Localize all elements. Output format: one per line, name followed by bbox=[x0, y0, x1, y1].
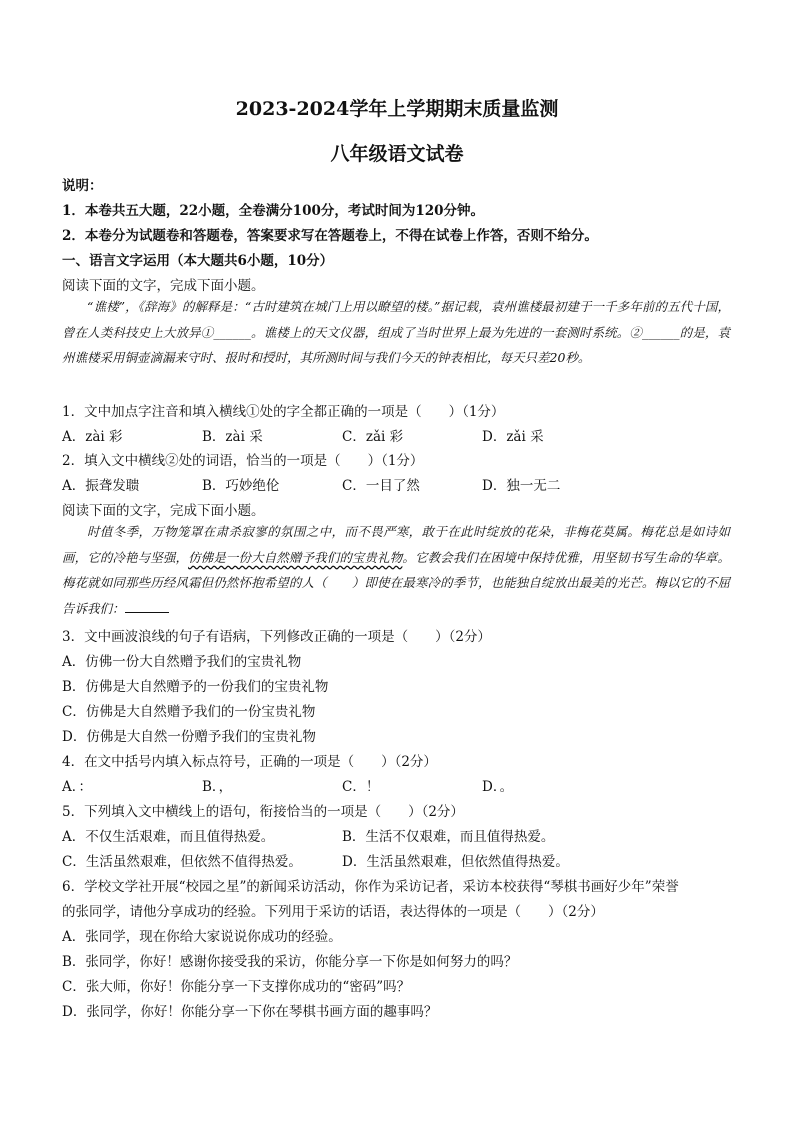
reading-intro-1: 阅读下面的文字，完成下面小题。 bbox=[62, 278, 265, 294]
exam-title: 2023-2024学年上学期期末质量监测 bbox=[235, 98, 559, 120]
question-3: 3．文中画波浪线的句子有语病，下列修改正确的一项是（ ）（2分） bbox=[62, 629, 491, 645]
q2-option-d: D．独一无二 bbox=[482, 478, 561, 494]
q4-option-a: A．： bbox=[62, 779, 92, 795]
note-2: 2．本卷分为试题卷和答题卷，答案要求写在答题卷上，不得在试卷上作答，否则不给分。 bbox=[62, 228, 598, 244]
q4-option-b: B．， bbox=[202, 779, 233, 795]
q4-option-d: D．。 bbox=[482, 779, 514, 795]
question-6-line-2: 的张同学，请他分享成功的经验。下列用于采访的话语，表达得体的一项是（ ）（2分） bbox=[62, 904, 604, 920]
q5-option-a: A．不仅生活艰难，而且值得热爱。 bbox=[62, 829, 275, 845]
q1-option-b: B．zài 采 bbox=[202, 429, 263, 445]
q6-option-b: B．张同学，你好！感谢你接受我的采访，你能分享一下你是如何努力的吗？ bbox=[62, 954, 518, 970]
q3-option-d: D．仿佛是大自然一份赠予我们的宝贵礼物 bbox=[62, 729, 316, 745]
q2-option-b: B．巧妙绝伦 bbox=[202, 478, 280, 494]
q1-option-d: D．zǎi 采 bbox=[482, 429, 544, 445]
q4-option-c: C．！ bbox=[342, 779, 380, 795]
q6-option-a: A．张同学，现在你给大家说说你成功的经验。 bbox=[62, 929, 342, 945]
section-heading: 一、语言文字运用（本大题共6小题，10分） bbox=[62, 253, 334, 269]
passage-1 bbox=[62, 294, 730, 371]
exam-subtitle: 八年级语文试卷 bbox=[330, 143, 464, 165]
passage-1-text: “谯楼”，《辞海》的解释是：“古时建筑在城门上用以瞭望的楼。”据记载，袁州谯楼最初建于一千多年前的五代十国，曾在人类科技史上大放异①______。谯楼上的天文仪器，组成了当时世界上最为先进的一套测时系统。②______的是，袁州谯楼采用铜壶滴漏来守时、报时和授时，其所测时间与我们今天的钟表相比，每天只差20秒。 bbox=[62, 299, 730, 365]
wavy-underlined-sentence: 仿佛是一份大自然赠予我们的宝贵礼物 bbox=[188, 549, 403, 565]
question-4: 4．在文中括号内填入标点符号，正确的一项是（ ）（2分） bbox=[62, 754, 437, 770]
q2-option-a: A．振聋发聩 bbox=[62, 478, 140, 494]
q5-option-b: B．生活不仅艰难，而且值得热爱。 bbox=[342, 829, 555, 845]
q6-option-d: D．张同学，你好！你能分享一下你在琴棋书画方面的趣事吗？ bbox=[62, 1004, 438, 1020]
question-2: 2．填入文中横线②处的词语，恰当的一项是（ ）（1分） bbox=[62, 453, 424, 469]
reading-intro-2: 阅读下面的文字，完成下面小题。 bbox=[62, 503, 265, 519]
answer-blank bbox=[125, 599, 169, 613]
q1-option-a: A．zài 彩 bbox=[62, 429, 123, 445]
q5-option-d: D．生活虽然艰难，但依然值得热爱。 bbox=[342, 854, 569, 870]
passage-2 bbox=[62, 519, 730, 621]
passage-2-text-a: 时值冬季，万物笼罩在肃杀寂寥的氛围之中，而不畏严寒，敢于在此时绽放的花朵，非梅花莫属。梅花总是如诗如画，它的冷艳与坚强， bbox=[62, 524, 730, 565]
question-1: 1．文中加点字注音和填入横线①处的字全都正确的一项是（ ）（1分） bbox=[62, 404, 505, 420]
q3-option-a: A．仿佛一份大自然赠予我们的宝贵礼物 bbox=[62, 654, 302, 670]
q2-option-c: C．一目了然 bbox=[342, 478, 420, 494]
q1-option-c: C．zǎi 彩 bbox=[342, 429, 404, 445]
q3-option-c: C．仿佛是大自然赠予我们的一份宝贵礼物 bbox=[62, 704, 316, 720]
q5-option-c: C．生活虽然艰难，但依然不值得热爱。 bbox=[62, 854, 302, 870]
q3-option-b: B．仿佛是大自然赠予的一份我们的宝贵礼物 bbox=[62, 679, 329, 695]
note-1: 1．本卷共五大题，22小题，全卷满分100分，考试时间为120分钟。 bbox=[62, 203, 485, 219]
q6-option-c: C．张大师，你好！你能分享一下支撑你成功的“密码”吗？ bbox=[62, 979, 411, 995]
passage-2-text-b: 。它教会我们在困境中保持优雅，用坚韧书写生命的华章。梅花就如同那些历经风霜但仍然怀抱希望的人（ ）即使在最寒冷的季节，也能独自绽放出最美的光芒。梅以它的不屈告诉我们： bbox=[62, 549, 730, 616]
question-6-line-1: 6．学校文学社开展“校园之星”的新闻采访活动，你作为采访记者，采访本校获得“琴棋书画好少年”荣誉 bbox=[62, 879, 679, 895]
notes-label: 说明： bbox=[62, 178, 103, 194]
question-5: 5．下列填入文中横线上的语句，衔接恰当的一项是（ ）（2分） bbox=[62, 804, 464, 820]
